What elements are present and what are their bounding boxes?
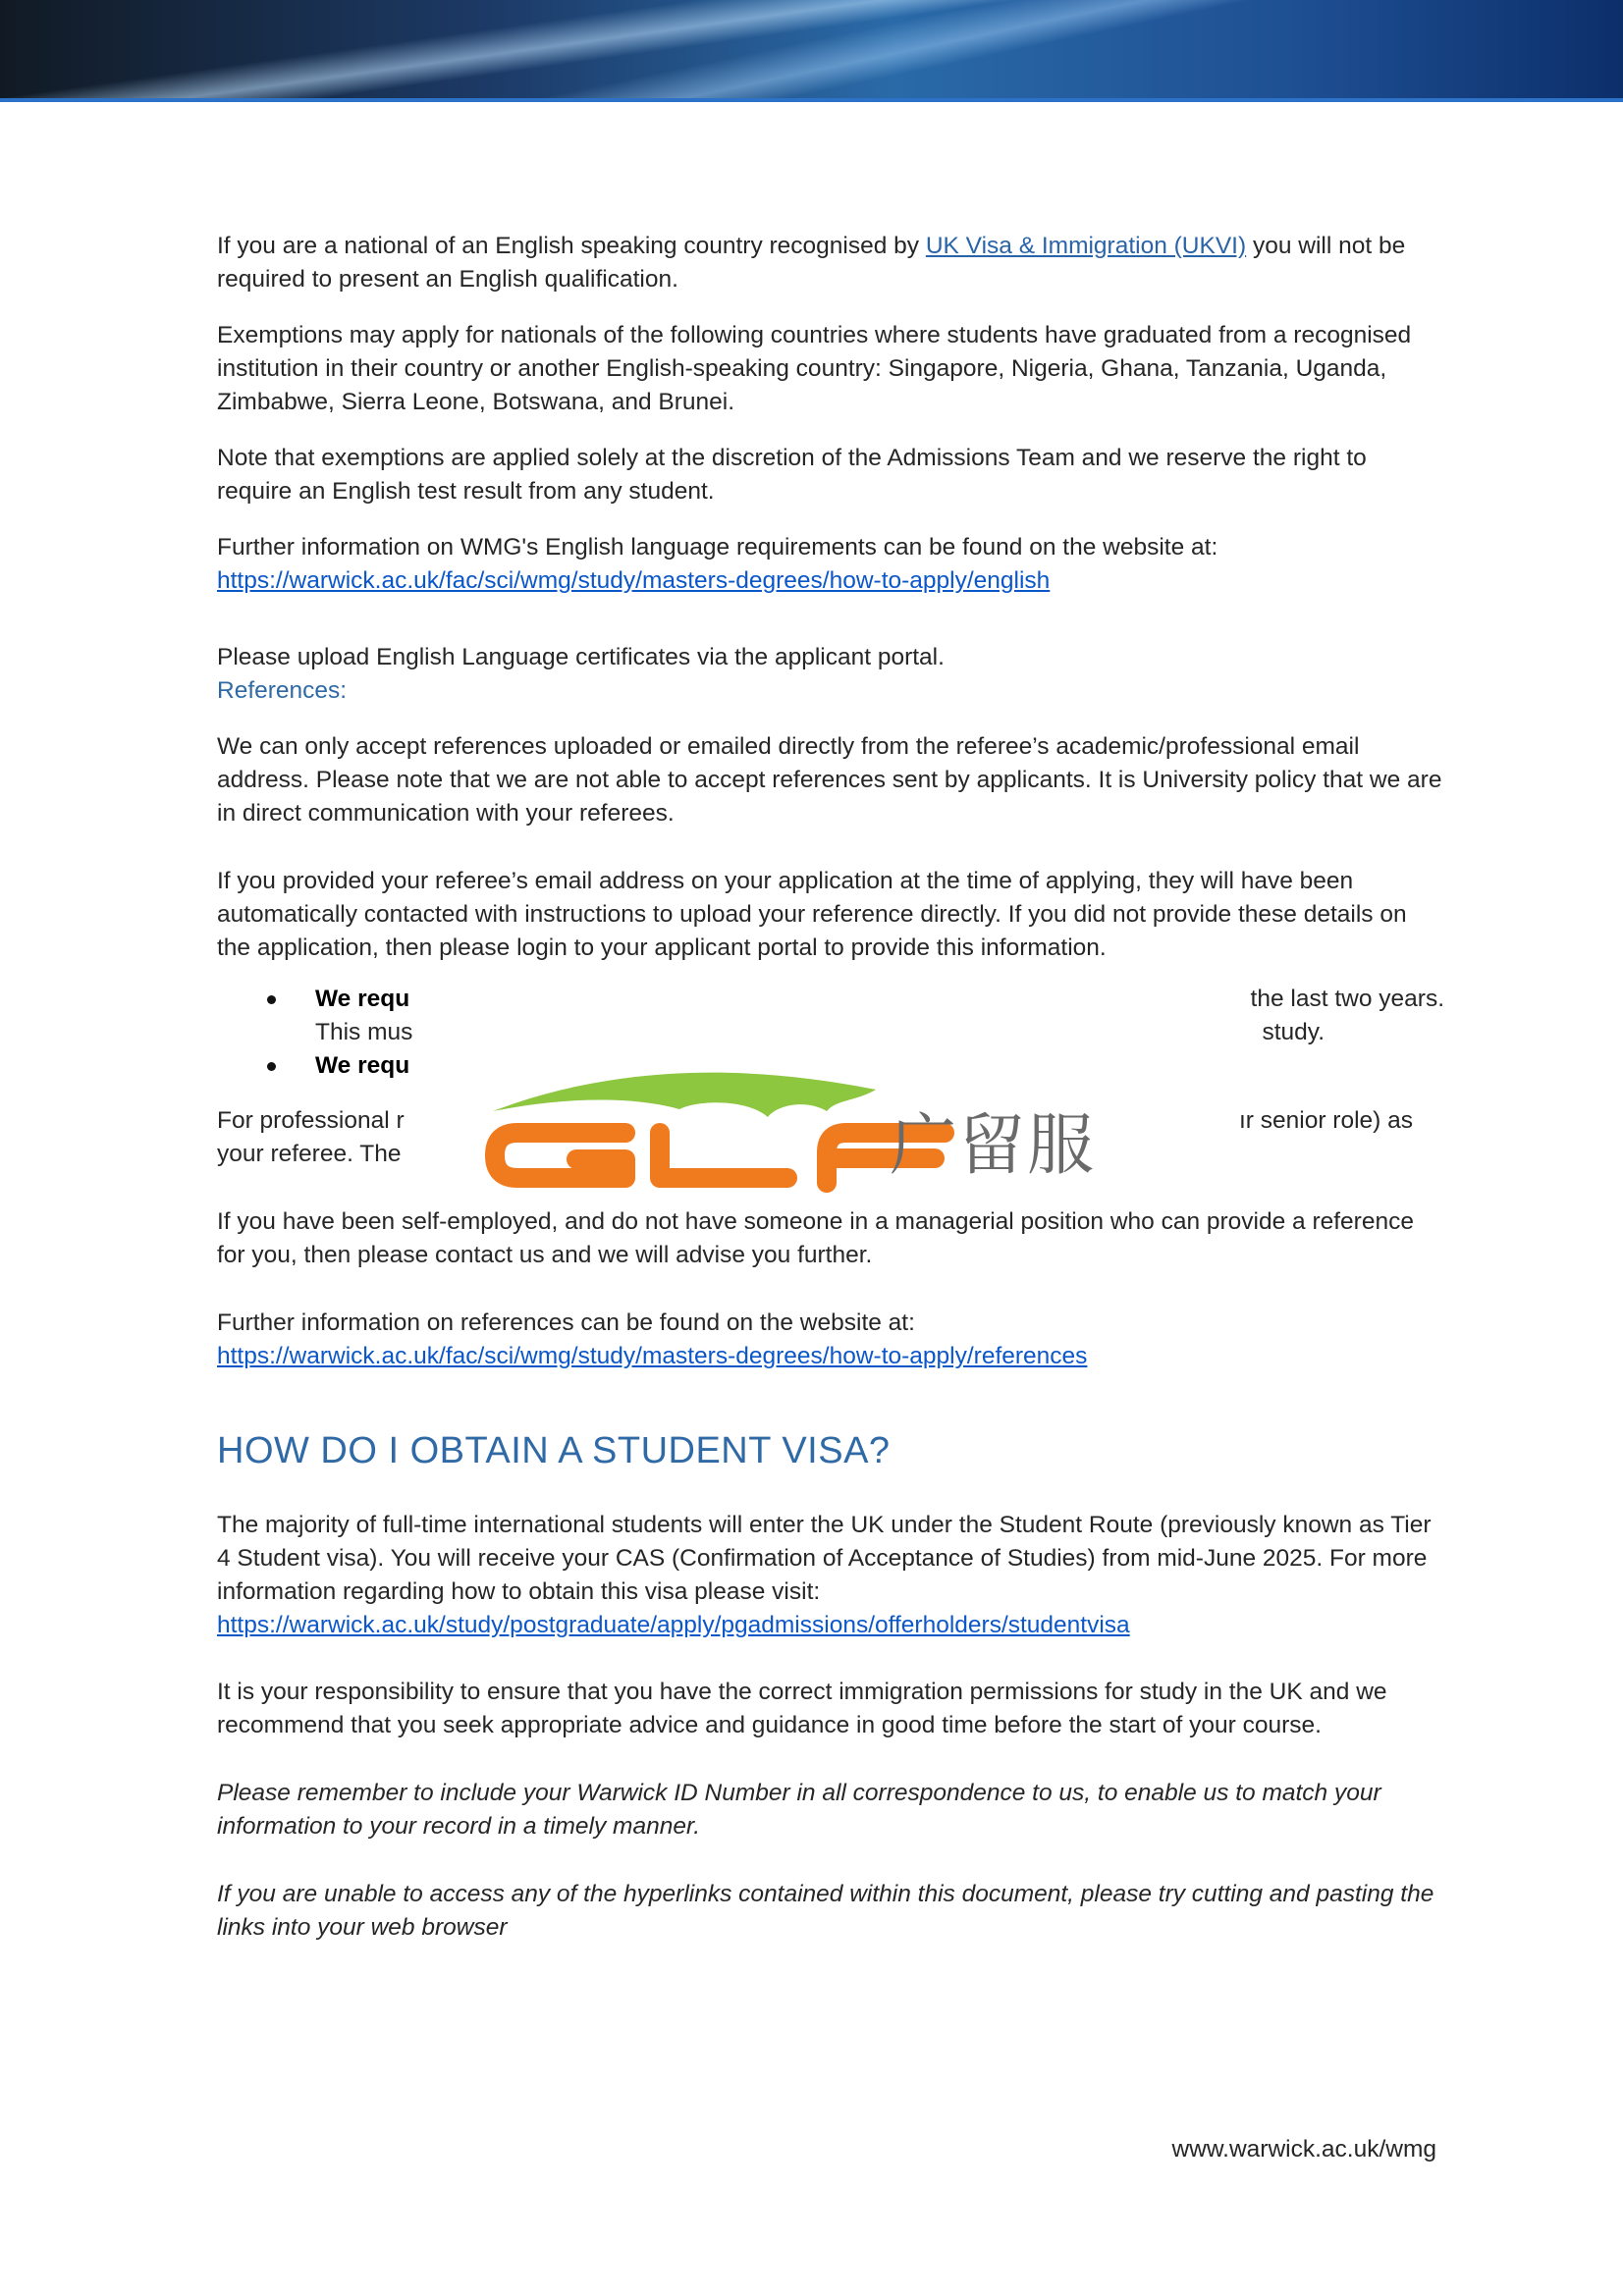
paragraph-references-contact: If you provided your referee’s email address on your application at the time of applying, they will have been automatically contacted with instructions to upload your reference directly. If you did not provide these details on the application, then please login to your applicant portal to provide this information.: [217, 868, 1407, 961]
bullet-line2: [315, 1016, 1444, 1049]
english-requirements-link[interactable]: https://warwick.ac.uk/fac/sci/wmg/study/masters-degrees/how-to-apply/english: [217, 567, 1051, 594]
paragraph-text: For professional r: [217, 1107, 405, 1134]
paragraph-text: The majority of full-time international students will enter the UK under the Student Route (previously known as Tier 4 Student visa). You will receive your CAS (Confirmation of Acceptance of Studies) from mid-June 2025. For more information regarding how to obtain this visa please visit:: [217, 1512, 1432, 1605]
visa-heading: HOW DO I OBTAIN A STUDENT VISA?: [217, 1430, 891, 1471]
references-link[interactable]: https://warwick.ac.uk/fac/sci/wmg/study/masters-degrees/how-to-apply/references: [217, 1343, 1088, 1369]
bullet-line2-end: study.: [1262, 1019, 1325, 1045]
paragraph-ukvi: [217, 230, 1444, 296]
paragraph-text: your referee. The: [217, 1141, 402, 1167]
paragraph-text: Further information on WMG's English language requirements can be found on the website at:: [217, 534, 1218, 561]
watermark-chinese-text: 广留服: [890, 1107, 1097, 1185]
ukvi-link[interactable]: UK Visa & Immigration (UKVI): [925, 233, 1247, 259]
paragraph-student-route: [217, 1509, 1444, 1642]
bullet-line2-start: This mus: [315, 1019, 413, 1045]
watermark-letters: [495, 1133, 945, 1183]
paragraph-discretion: Note that exemptions are applied solely at the discretion of the Admissions Team and we reserve the right to require an English test result from any student.: [217, 445, 1367, 505]
watermark-g: [495, 1133, 625, 1178]
paragraph-text: ır senior role) as: [1238, 1107, 1413, 1134]
watermark-l: [660, 1133, 787, 1178]
watermark-swoosh: [493, 1073, 876, 1117]
list-item: [217, 983, 1444, 1049]
bullet-lead: We requ: [315, 1052, 410, 1079]
bullet-lead: We requ: [315, 986, 410, 1012]
paragraph-text: you will not be required to present an English qualification.: [217, 233, 1406, 293]
student-visa-link[interactable]: https://warwick.ac.uk/study/postgraduate/apply/pgadmissions/offerholders/studentvisa: [217, 1612, 1130, 1638]
header-banner: [0, 0, 1623, 102]
paragraph-self-employed: If you have been self-employed, and do not have someone in a managerial position who can provide a reference for you, then please contact us and we will advise you further.: [217, 1208, 1414, 1268]
paragraph-references-info: [217, 1307, 1444, 1373]
paragraph-exemptions: Exemptions may apply for nationals of the following countries where students have graduated from a recognised institution in their country or another English-speaking country: Singapore, Nigeria, Ghana, Tanzania, Uganda, Zimbabwe, Sierra Leone, Botswana, and Brunei.: [217, 322, 1412, 415]
paragraph-references-policy: We can only accept references uploaded or emailed directly from the referee’s academic/professional email address. Please note that we are not able to accept references sent by applicants. It is University policy that we are in direct communication with your referees.: [217, 733, 1442, 827]
paragraph-english-info: [217, 531, 1444, 598]
paragraph-text: Further information on references can be found on the website at:: [217, 1309, 915, 1336]
references-heading: References:: [217, 677, 348, 704]
bullet-tail: the last two years.: [1250, 986, 1444, 1012]
paragraph-responsibility: It is your responsibility to ensure that you have the correct immigration permissions for study in the UK and we recommend that you seek appropriate advice and guidance in good time before the start of your course.: [217, 1679, 1387, 1738]
paragraph-warwick-id: Please remember to include your Warwick ID Number in all correspondence to us, to enable us to match your information to your record in a timely manner.: [217, 1780, 1381, 1840]
paragraph-upload-certs: Please upload English Language certificates via the applicant portal.: [217, 644, 945, 670]
footer-url: www.warwick.ac.uk/wmg: [1171, 2136, 1436, 2163]
paragraph-hyperlinks-note: If you are unable to access any of the hyperlinks contained within this document, please try cutting and pasting the links into your web browser: [217, 1881, 1434, 1941]
paragraph-text: If you are a national of an English speaking country recognised by: [217, 233, 926, 259]
